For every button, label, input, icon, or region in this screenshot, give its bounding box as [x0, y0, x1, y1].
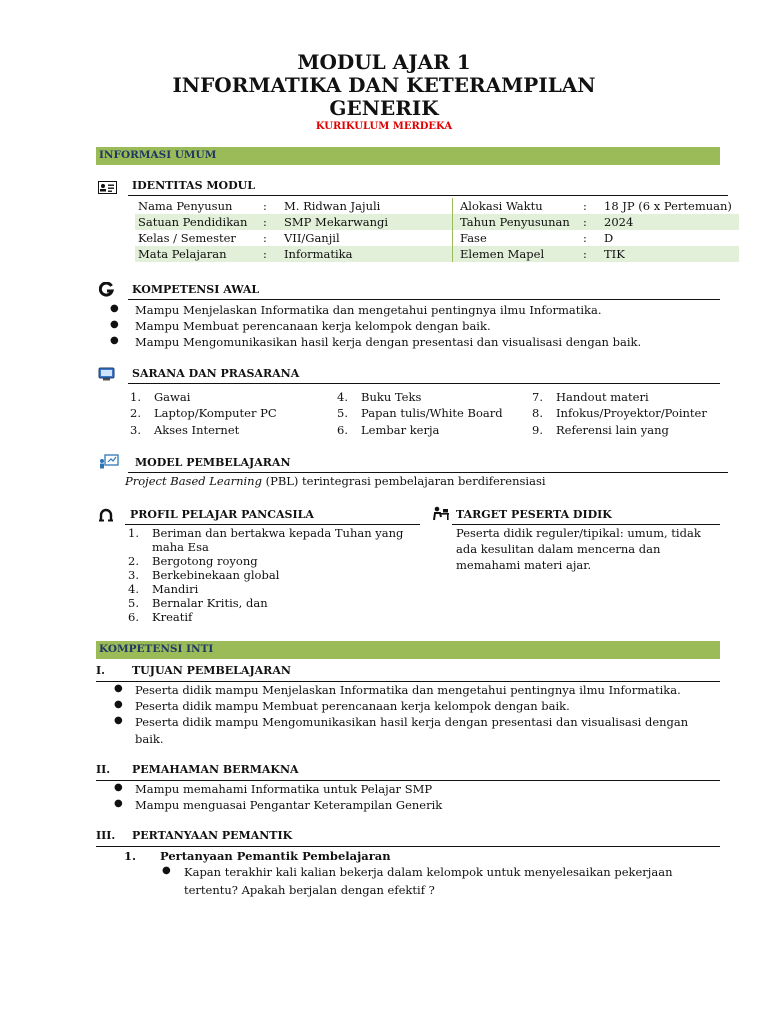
section-bar-label: KOMPETENSI INTI [99, 643, 214, 655]
list-item: Mampu memahami Informatika untuk Pelajar SMP [135, 782, 433, 796]
cell-sep: : [583, 199, 587, 213]
bullet: ● [114, 782, 123, 793]
list-item-number: 5. [337, 406, 348, 420]
list-item-number: 2. [128, 554, 139, 568]
cell-value: TIK [604, 247, 625, 261]
list-item: Lembar kerja [361, 423, 440, 437]
section-number: II. [96, 763, 111, 776]
divider [128, 195, 728, 196]
computer-icon [98, 366, 115, 385]
list-item: Handout materi [556, 390, 649, 404]
sub-number: 1. [124, 849, 137, 863]
target-heading: TARGET PESERTA DIDIK [456, 508, 612, 521]
model-italic: Project Based Learning [125, 474, 262, 488]
list-item: Berkebinekaan global [152, 568, 280, 582]
list-item-continuation: tertentu? Apakah berjalan dengan efektif ? [184, 883, 435, 897]
list-item: Referensi lain yang [556, 423, 669, 437]
list-item-number: 4. [128, 582, 139, 596]
list-item-number: 2. [130, 406, 141, 420]
table-row [135, 214, 739, 230]
kompetensi-awal-heading: KOMPETENSI AWAL [132, 283, 260, 296]
cell-label: Elemen Mapel [460, 247, 545, 261]
sub-heading: Pertanyaan Pemantik Pembelajaran [160, 849, 391, 863]
bullet: ● [110, 319, 119, 330]
section-bar-label: INFORMASI UMUM [99, 149, 217, 161]
list-item: Papan tulis/White Board [361, 406, 503, 420]
arch-icon [99, 507, 113, 526]
subtitle: KURIKULUM MERDEKA [315, 121, 453, 132]
cell-label: Alokasi Waktu [460, 199, 543, 213]
bullet: ● [114, 715, 123, 726]
section-number: I. [96, 664, 105, 677]
list-item: Gawai [154, 390, 191, 404]
tujuan-heading: TUJUAN PEMBELAJARAN [132, 664, 291, 677]
divider [96, 846, 720, 847]
divider [128, 299, 720, 300]
list-item-number: 9. [532, 423, 543, 437]
table-row [135, 246, 739, 262]
title-line-1: MODUL AJAR 1 [297, 50, 471, 74]
list-item: Beriman dan bertakwa kepada Tuhan yang [152, 526, 404, 540]
cell-value: D [604, 231, 614, 245]
cell-label: Fase [460, 231, 487, 245]
whiteboard-icon [99, 454, 119, 473]
table-row [135, 198, 739, 214]
table-row [135, 230, 739, 246]
list-item: Mampu menguasai Pengantar Keterampilan Generik [135, 798, 443, 812]
list-item-number: 1. [128, 526, 139, 540]
cell-value: 2024 [604, 215, 634, 229]
cell-value: Informatika [281, 246, 453, 262]
cell-label: Nama Penyusun [138, 199, 233, 213]
section-number: III. [96, 829, 116, 842]
list-item: Mandiri [152, 582, 199, 596]
list-item-number: 1. [130, 390, 141, 404]
list-item: Mampu Mengomunikasikan hasil kerja dengan presentasi dan visualisasi dengan baik. [135, 335, 642, 349]
pemahaman-heading: PEMAHAMAN BERMAKNA [132, 763, 299, 776]
bullet: ● [114, 683, 123, 694]
pertanyaan-heading: PERTANYAAN PEMANTIK [132, 829, 293, 842]
list-item-continuation: baik. [135, 732, 164, 746]
list-item-number: 7. [532, 390, 543, 404]
list-item: Akses Internet [154, 423, 240, 437]
cell-sep: : [583, 215, 587, 229]
target-text-line: Peserta didik reguler/tipikal: umum, tidak [456, 526, 701, 540]
cell-label: Tahun Penyusunan [460, 215, 570, 229]
cell-sep: : [263, 231, 267, 245]
identitas-table [135, 198, 739, 262]
title-line-3: GENERIK [329, 96, 439, 120]
cell-sep: : [263, 215, 267, 229]
divider [128, 383, 720, 384]
identitas-heading: IDENTITAS MODUL [132, 179, 255, 192]
list-item: Bernalar Kritis, dan [152, 596, 268, 610]
model-rest: (PBL) terintegrasi pembelajaran berdiferensiasi [261, 474, 546, 488]
list-item-number: 6. [128, 610, 139, 624]
cell-value: 18 JP (6 x Pertemuan) [604, 199, 732, 213]
cell-value: VII/Ganjil [281, 230, 453, 246]
model-heading: MODEL PEMBELAJARAN [135, 456, 291, 469]
cell-label: Satuan Pendidikan [138, 215, 248, 229]
list-item: Bergotong royong [152, 554, 258, 568]
g-badge-icon [99, 282, 114, 301]
list-item: Peserta didik mampu Menjelaskan Informatika dan mengetahui pentingnya ilmu Informatika. [135, 683, 681, 697]
list-item: Kreatif [152, 610, 193, 624]
cell-value: M. Ridwan Jajuli [281, 198, 453, 214]
list-item-number: 6. [337, 423, 348, 437]
bullet: ● [110, 303, 119, 314]
section-bar-kompetensi-inti [96, 641, 720, 659]
cell-sep: : [263, 199, 267, 213]
list-item: Buku Teks [361, 390, 422, 404]
list-item: Peserta didik mampu Mengomunikasikan hasil kerja dengan presentasi dan visualisasi dengan [135, 715, 689, 729]
cell-label: Kelas / Semester [138, 231, 236, 245]
id-card-icon [98, 179, 117, 192]
cell-sep: : [583, 247, 587, 261]
bullet: ● [110, 335, 119, 346]
list-item-continuation: maha Esa [152, 540, 209, 554]
list-item-number: 5. [128, 596, 139, 610]
section-bar-informasi-umum [96, 147, 720, 165]
cell-sep: : [263, 247, 267, 261]
cell-label: Mata Pelajaran [138, 247, 227, 261]
list-item-number: 8. [532, 406, 543, 420]
list-item: Infokus/Proyektor/Pointer [556, 406, 707, 420]
sarana-heading: SARANA DAN PRASARANA [132, 367, 300, 380]
profil-heading: PROFIL PELAJAR PANCASILA [130, 508, 314, 521]
list-item: Mampu Membuat perencanaan kerja kelompok dengan baik. [135, 319, 491, 333]
list-item: Mampu Menjelaskan Informatika dan mengetahui pentingnya ilmu Informatika. [135, 303, 602, 317]
list-item-number: 4. [337, 390, 348, 404]
bullet: ● [114, 699, 123, 710]
list-item: Kapan terakhir kali kalian bekerja dalam kelompok untuk menyelesaikan pekerjaan [184, 865, 673, 879]
list-item-number: 3. [128, 568, 139, 582]
list-item: Laptop/Komputer PC [154, 406, 277, 420]
title-line-2: INFORMATIKA DAN KETERAMPILAN [172, 73, 596, 97]
bullet: ● [162, 865, 171, 876]
target-text-line: ada kesulitan dalam mencerna dan [456, 542, 661, 556]
list-item-number: 3. [130, 423, 141, 437]
cell-sep: : [583, 231, 587, 245]
cell-value: SMP Mekarwangi [281, 214, 453, 230]
list-item: Peserta didik mampu Membuat perencanaan kerja kelompok dengan baik. [135, 699, 570, 713]
model-description [125, 473, 546, 489]
student-desk-icon [432, 506, 450, 525]
bullet: ● [114, 798, 123, 809]
target-text-line: memahami materi ajar. [456, 558, 592, 572]
